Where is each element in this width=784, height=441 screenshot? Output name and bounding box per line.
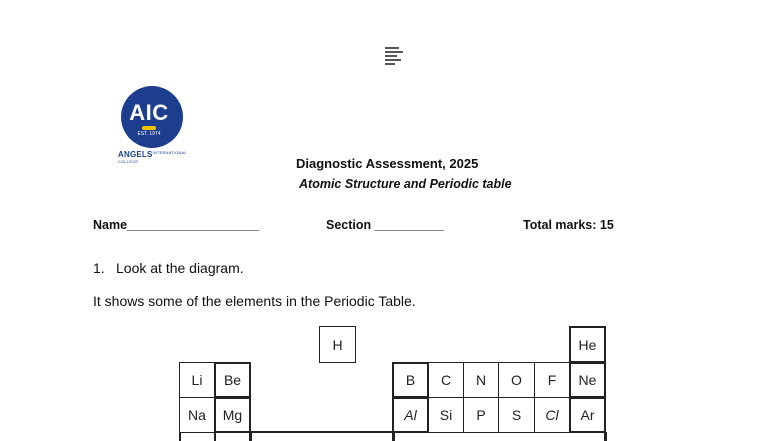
table-frame-line	[392, 432, 395, 441]
element-na: Na	[179, 397, 215, 433]
element-si: Si	[428, 397, 464, 433]
element-cl: Cl	[534, 397, 570, 433]
total-marks: Total marks: 15	[523, 218, 614, 232]
logo-est: EST. 1974	[137, 131, 161, 137]
element-b: B	[392, 362, 429, 398]
logo-initials: AIC	[129, 100, 169, 125]
element-p: P	[463, 397, 499, 433]
question-intro: It shows some of the elements in the Periodic Table.	[93, 293, 416, 309]
element-be: Be	[214, 362, 251, 398]
logo-name: $ANGELS^{INTERNATIONAL COLLEGE}$	[118, 150, 187, 164]
element-n: N	[463, 362, 499, 398]
element-o: O	[498, 362, 535, 398]
element-he: He	[569, 326, 606, 363]
section-field: Section __________	[326, 218, 445, 232]
table-frame-line	[214, 432, 216, 441]
element-h: H	[319, 326, 356, 363]
table-frame-line	[179, 432, 181, 441]
element-s: S	[498, 397, 535, 433]
table-frame-line	[249, 432, 252, 441]
question-number: 1.	[93, 260, 105, 276]
element-ne: Ne	[569, 362, 606, 398]
page-subtitle: Atomic Structure and Periodic table	[299, 177, 512, 191]
page-title: Diagnostic Assessment, 2025	[296, 156, 479, 171]
table-frame-line	[251, 431, 392, 433]
name-field: Name___________________	[93, 218, 260, 232]
table-frame-line	[604, 432, 607, 441]
element-f: F	[534, 362, 570, 398]
element-ar: Ar	[569, 397, 606, 433]
element-al: Al	[392, 397, 429, 433]
element-mg: Mg	[214, 397, 251, 433]
element-c: C	[428, 362, 464, 398]
element-li: Li	[179, 362, 215, 398]
question-text: Look at the diagram.	[116, 260, 244, 276]
